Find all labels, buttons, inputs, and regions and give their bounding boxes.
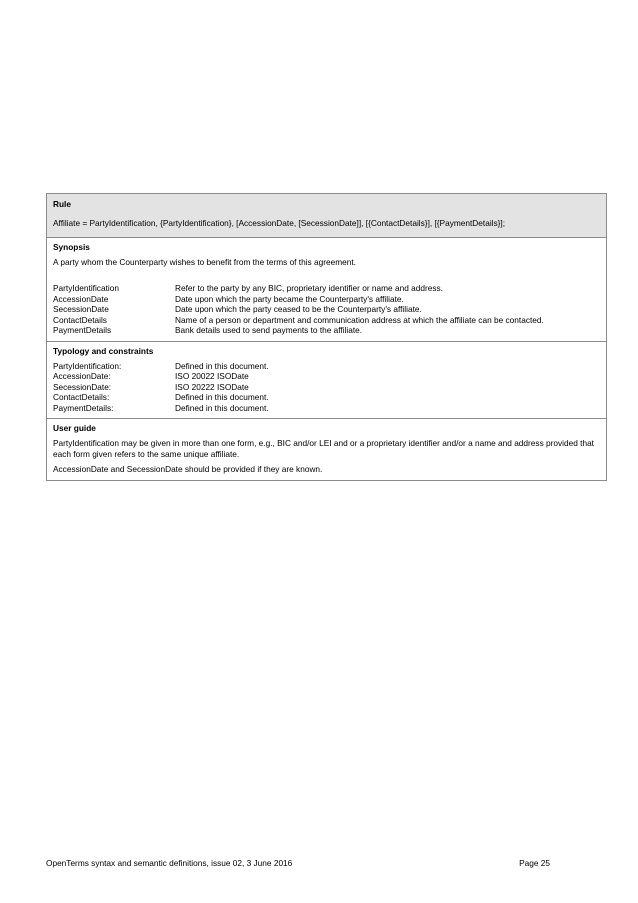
user-guide-heading: User guide [53, 423, 96, 433]
synopsis-definition: Date upon which the party became the Counterparty's affiliate. [175, 293, 404, 304]
typology-row [53, 403, 601, 414]
typology-term: PaymentDetails: [53, 402, 114, 413]
user-guide-paragraph: PartyIdentification may be given in more than one form, e.g., BIC and/or LEI and or a proprietary identifier and/or a name and address provided that each form given refers to the same unique affiliate. [53, 438, 594, 459]
typology-section [47, 341, 606, 419]
synopsis-term: ContactDetails [53, 314, 107, 325]
footer-document-info: OpenTerms syntax and semantic definitions, issue 02, 3 June 2016 [46, 858, 293, 868]
synopsis-intro: A party whom the Counterparty wishes to benefit from the terms of this agreement. [53, 257, 356, 267]
typology-type: ISO 20222 ISODate [175, 381, 249, 392]
typology-term: SecessionDate: [53, 381, 112, 392]
user-guide-section [47, 418, 606, 480]
rule-text: Affiliate = PartyIdentification, {PartyIdentification}, [AccessionDate, [SecessionDate]], [{ContactDetails}], [{PaymentDetails}]; [53, 218, 506, 228]
typology-row [53, 382, 601, 393]
synopsis-term: SecessionDate [53, 304, 109, 314]
synopsis-section [47, 237, 606, 341]
synopsis-definition: Date upon which the party ceased to be the Counterparty's affiliate. [175, 304, 422, 314]
typology-term: AccessionDate: [53, 371, 111, 381]
typology-type: Defined in this document. [175, 402, 269, 413]
typology-type: ISO 20022 ISODate [175, 371, 249, 381]
synopsis-definition: Refer to the party by any BIC, proprietary identifier or name and address. [175, 283, 443, 293]
synopsis-definition: Name of a person or department and communication address at which the affiliate can be contacted. [175, 314, 544, 325]
synopsis-list [53, 283, 601, 336]
synopsis-term: PartyIdentification [53, 283, 119, 293]
rule-section [47, 194, 606, 237]
typology-row [53, 361, 601, 372]
synopsis-row [53, 304, 601, 315]
synopsis-definition: Bank details used to send payments to the affiliate. [175, 325, 363, 335]
user-guide-paragraph: AccessionDate and SecessionDate should be provided if they are known. [53, 464, 323, 474]
page-number: Page 25 [519, 858, 550, 868]
synopsis-row [53, 325, 601, 336]
rule-heading: Rule [53, 199, 71, 209]
synopsis-row [53, 294, 601, 305]
definition-table [46, 193, 607, 481]
synopsis-heading: Synopsis [53, 242, 90, 252]
typology-type: Defined in this document. [175, 360, 269, 371]
typology-list [53, 361, 601, 414]
typology-row [53, 392, 601, 403]
typology-type: Defined in this document. [175, 392, 269, 402]
typology-row [53, 371, 601, 382]
synopsis-term: AccessionDate [53, 293, 109, 304]
typology-heading: Typology and constraints [53, 345, 154, 356]
synopsis-row [53, 315, 601, 326]
page-footer [46, 858, 550, 869]
synopsis-row [53, 283, 601, 294]
typology-term: PartyIdentification: [53, 360, 122, 371]
synopsis-term: PaymentDetails [53, 325, 112, 335]
typology-term: ContactDetails: [53, 392, 110, 402]
